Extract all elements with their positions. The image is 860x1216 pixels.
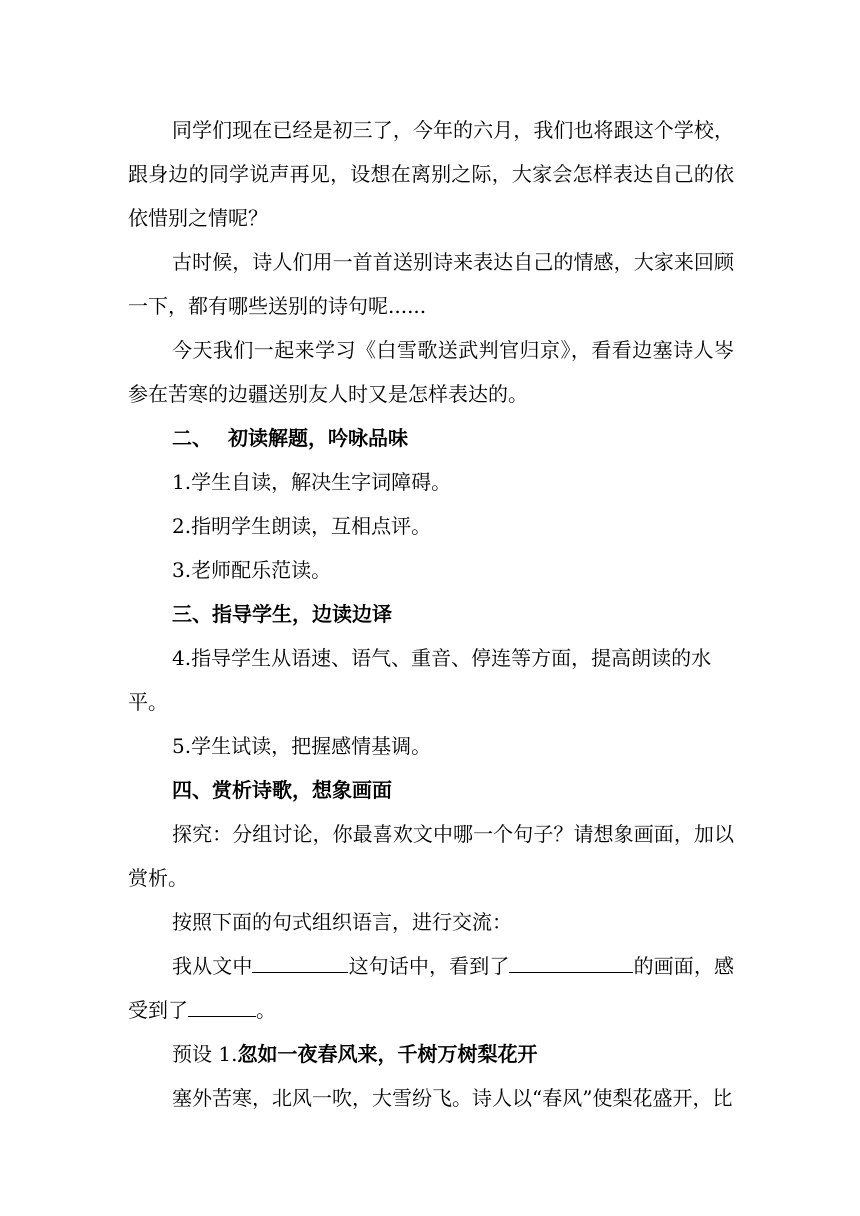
intro-paragraph-3: 今天我们一起来学习《白雪歌送武判官归京》，看看边塞诗人岑参在苦寒的边疆送别友人时又是怎样表达的。 [128, 338, 734, 406]
explore-paragraph: 探究：分组讨论，你最喜欢文中哪一个句子？请想象画面，加以赏析。 [128, 822, 734, 890]
preset-heading [128, 1032, 734, 1076]
preset-label: 预设 1. [172, 1042, 238, 1066]
section-heading-2 [128, 416, 734, 460]
list-item-1: 1.学生自读，解决生字词障碍。 [172, 470, 452, 494]
instruction-paragraph: 按照下面的句式组织语言，进行交流： [172, 910, 512, 934]
fill-blank-2 [509, 950, 633, 973]
intro-paragraph-2: 古时候，诗人们用一首首送别诗来表达自己的情感，大家来回顾一下，都有哪些送别的诗句呢...... [128, 250, 734, 318]
intro-paragraph-1: 同学们现在已经是初三了，今年的六月，我们也将跟这个学校，跟身边的同学说声再见，设想在离别之际，大家会怎样表达自己的依依惜别之情呢？ [128, 118, 734, 230]
template-part-4: 。 [256, 998, 276, 1022]
list-item-4: 4.指导学生从语速、语气、重音、停连等方面，提高朗读的水平。 [128, 646, 712, 714]
preset-analysis: 塞外苦寒，北风一吹，大雪纷飞。诗人以“春风”使梨花盛开，比 [172, 1086, 733, 1110]
list-item-2: 2.指明学生朗读，互相点评。 [172, 514, 432, 538]
document-body [128, 108, 734, 1120]
fill-blank-1 [252, 950, 348, 973]
template-part-3: 的画面，感受到了 [128, 954, 735, 1022]
list-item-5: 5.学生试读，把握感情基调。 [172, 734, 432, 758]
section-title-2: 初读解题，吟咏品味 [228, 426, 408, 450]
section-heading-3: 三、指导学生，边读边译 [172, 602, 392, 626]
fill-blank-3 [188, 994, 256, 1017]
template-part-1: 我从文中 [172, 954, 253, 978]
template-part-2: 这句话中，看到了 [348, 954, 510, 978]
list-item-3: 3.老师配乐范读。 [172, 558, 332, 582]
section-heading-4: 四、赏析诗歌，想象画面 [172, 778, 392, 802]
sentence-template [128, 944, 734, 1032]
preset-verse: 忽如一夜春风来，千树万树梨花开 [237, 1042, 538, 1066]
section-number-2: 二、 [172, 426, 212, 450]
